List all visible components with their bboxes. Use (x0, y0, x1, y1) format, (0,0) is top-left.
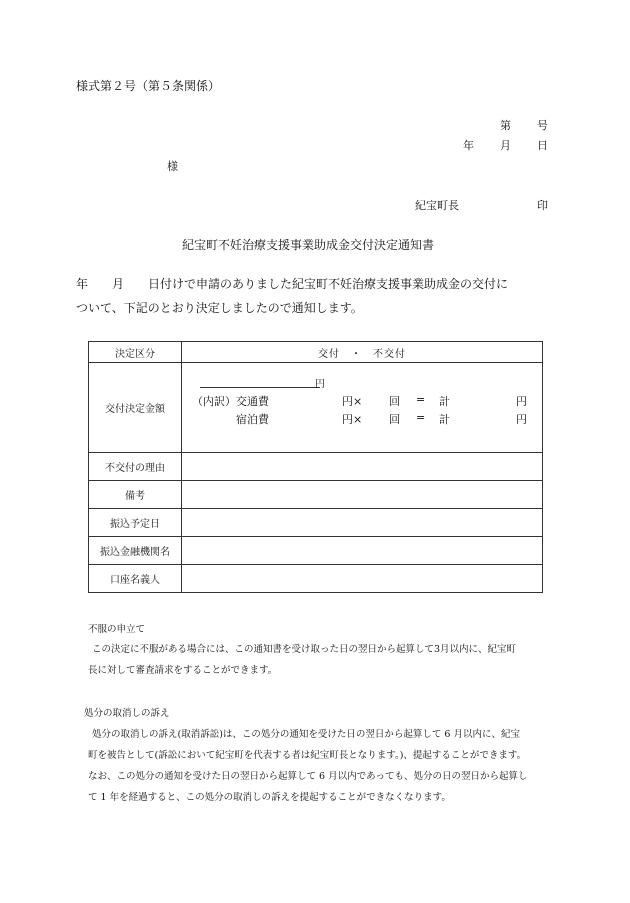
remarks-field (182, 481, 543, 509)
revocation-line-2: 町を被告として(訴訟において紀宝町を代表する者は紀宝町長となります。)、提起することができます。 (88, 750, 527, 761)
amount-yen: 円 (315, 379, 325, 390)
remarks-label: 備考 (89, 481, 182, 509)
revocation-line-3: なお、この処分の通知を受けた日の翌日から起算して 6 月以内であっても、処分の日の翌日から起算し (88, 771, 528, 782)
transport-name: 交通費 (236, 395, 269, 408)
revocation-line-1: 処分の取消しの訴え(取消訴訟)は、この処分の通知を受けた日の翌日から起算して 6 月以内に、紀宝 (92, 729, 520, 740)
transport-times: 回 (389, 395, 400, 408)
gou-label: 号 (537, 119, 548, 132)
decision-table (88, 341, 543, 593)
lodging-total: 計 (439, 413, 450, 426)
transport-total: 計 (439, 395, 450, 408)
transfer-date-label: 振込予定日 (89, 509, 182, 537)
transport-yen: 円 (516, 395, 527, 408)
transport-eq: = (416, 393, 426, 406)
month-label: 月 (500, 139, 511, 152)
transport-rate: 円× (342, 395, 363, 408)
revocation-line-4: て 1 年を経過すると、この処分の取消しの訴えを提起することができなくなります。 (88, 792, 451, 803)
breakdown-label: （内訳） (192, 395, 236, 408)
account-holder-label: 口座名義人 (89, 565, 182, 593)
non-grant-reason-field (182, 453, 543, 481)
lodging-rate: 円× (342, 413, 363, 426)
revocation-heading: 処分の取消しの訴え (84, 708, 170, 719)
account-holder-field (182, 565, 543, 593)
bank-name-label: 振込金融機関名 (89, 537, 182, 565)
amount-underline (200, 387, 320, 388)
dai-label: 第 (500, 119, 511, 132)
appeal-heading: 不服の申立て (88, 624, 146, 635)
day-label: 日 (537, 139, 548, 152)
addressee-sama: 様 (167, 160, 178, 173)
body-line-2: ついて、下記のとおり決定しましたので通知します。 (76, 301, 363, 315)
year-label: 年 (463, 139, 474, 152)
non-grant-reason-label: 不交付の理由 (89, 453, 182, 481)
amount-label: 交付決定金額 (89, 363, 182, 453)
transfer-date-field (182, 509, 543, 537)
document-title: 紀宝町不妊治療支援事業助成金交付決定通知書 (182, 238, 435, 252)
appeal-line-2: 長に対して審査請求をすることができます。 (88, 665, 278, 676)
mayor-name: 紀宝町長 (415, 199, 459, 212)
lodging-name: 宿泊費 (236, 413, 269, 426)
body-paragraph (76, 275, 509, 323)
decision-value: 交付 ・ 不交付 (182, 342, 543, 363)
amount-cell (182, 363, 543, 453)
lodging-eq: = (416, 411, 426, 424)
bank-name-field (182, 537, 543, 565)
seal-mark: 印 (537, 199, 548, 212)
lodging-times: 回 (389, 413, 400, 426)
appeal-line-1: この決定に不服がある場合には、この通知書を受け取った日の翌日から起算して3月以内に、紀宝町 (92, 644, 517, 655)
body-line-1: 年 月 日付けで申請のありました紀宝町不妊治療支援事業助成金の交付に (76, 277, 509, 291)
form-number: 様式第２号（第５条関係） (76, 79, 221, 93)
lodging-yen: 円 (516, 413, 527, 426)
decision-label: 決定区分 (89, 342, 182, 363)
